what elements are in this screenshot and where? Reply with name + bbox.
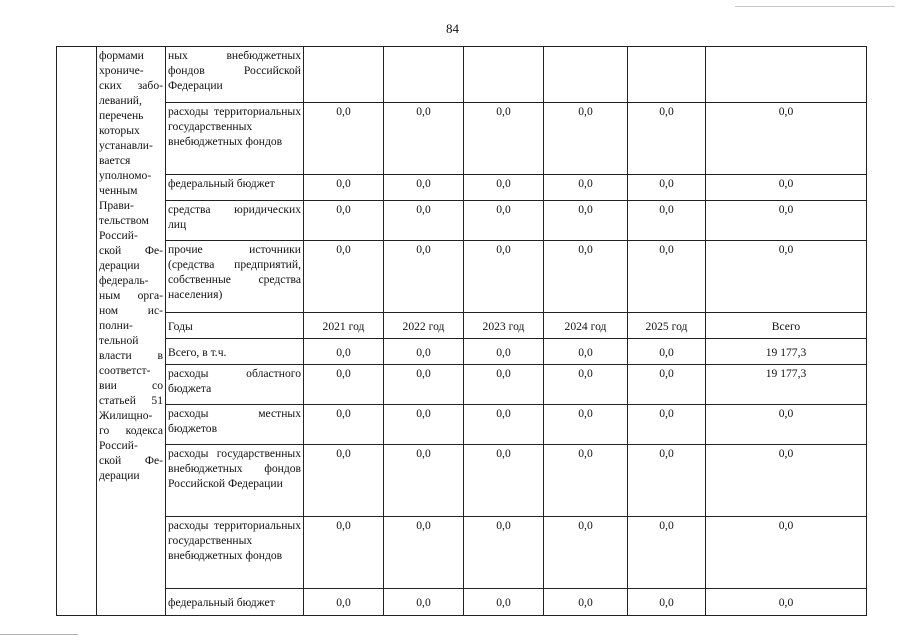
description-line: ской Фе- — [99, 244, 163, 257]
year-value-cell: 0,0 — [628, 589, 706, 616]
table-row — [57, 201, 867, 241]
year-value-cell: 0,0 — [384, 405, 464, 445]
funding-source-cell: расходы территориальных государственных внебюджетных фондов — [166, 517, 304, 589]
description-line: вии со — [99, 379, 163, 392]
description-line: полни- — [99, 319, 133, 332]
year-value-cell: 0,0 — [304, 517, 384, 589]
year-value-cell: 0,0 — [384, 589, 464, 616]
description-line: Россий- — [99, 229, 138, 242]
funding-source-cell: Годы — [166, 313, 304, 339]
description-line: леваний, — [99, 94, 142, 107]
year-value-cell: 0,0 — [384, 241, 464, 313]
description-line: ным орга- — [99, 289, 163, 302]
year-value-cell: 0,0 — [304, 589, 384, 616]
description-line: перечень — [99, 109, 144, 122]
year-value-cell: 0,0 — [304, 405, 384, 445]
year-value-cell: 0,0 — [464, 365, 544, 405]
funding-source-cell: прочие источники (средства предприятий, собственные средства населения) — [166, 241, 304, 313]
year-value-cell: 0,0 — [464, 175, 544, 201]
description-line: которых — [99, 124, 140, 137]
year-value-cell: 0,0 — [464, 517, 544, 589]
funding-source-cell: Всего, в т.ч. — [166, 339, 304, 365]
total-value-cell: 0,0 — [706, 201, 867, 241]
funding-source-cell: расходы территориальных государственных внебюджетных фондов — [166, 103, 304, 175]
table-row — [57, 405, 867, 445]
year-value-cell: 0,0 — [384, 445, 464, 517]
year-value-cell: 0,0 — [464, 339, 544, 365]
total-value-cell: 0,0 — [706, 241, 867, 313]
year-value-cell: 0,0 — [544, 589, 628, 616]
funding-source-cell: федеральный бюджет — [166, 175, 304, 201]
total-value-cell: 0,0 — [706, 103, 867, 175]
description-line: дерации — [99, 259, 140, 272]
year-value-cell: 0,0 — [464, 589, 544, 616]
description-line: тельной — [99, 334, 139, 347]
year-value-cell: 0,0 — [628, 103, 706, 175]
year-value-cell: 0,0 — [628, 339, 706, 365]
description-line: Жилищно- — [99, 409, 153, 422]
year-value-cell: 0,0 — [384, 517, 464, 589]
total-value-cell: 0,0 — [706, 405, 867, 445]
year-value-cell: 0,0 — [544, 365, 628, 405]
description-line: вается — [99, 154, 131, 167]
total-value-cell: 19 177,3 — [706, 339, 867, 365]
description-line: соответст- — [99, 364, 151, 377]
table-row — [57, 339, 867, 365]
year-value-cell: 0,0 — [544, 517, 628, 589]
description-line: власти в — [99, 349, 163, 362]
description-line: дерации — [99, 469, 140, 482]
year-value-cell: 0,0 — [384, 365, 464, 405]
year-value-cell: 0,0 — [304, 241, 384, 313]
funding-source-cell: расходы местных бюджетов — [166, 405, 304, 445]
description-line: устанавли- — [99, 139, 153, 152]
total-value-cell: 0,0 — [706, 517, 867, 589]
funding-source-cell: ных внебюджетных фондов Российской Федерации — [166, 47, 304, 103]
year-value-cell: 0,0 — [304, 103, 384, 175]
year-value-cell — [464, 47, 544, 103]
year-value-cell: 0,0 — [544, 175, 628, 201]
table-row — [57, 103, 867, 175]
description-line: уполномо- — [99, 169, 152, 182]
year-value-cell: 0,0 — [628, 405, 706, 445]
year-value-cell: 0,0 — [304, 445, 384, 517]
total-value-cell — [706, 47, 867, 103]
year-value-cell — [304, 47, 384, 103]
description-line: статьей 51 — [99, 394, 163, 407]
year-value-cell: 0,0 — [628, 445, 706, 517]
year-value-cell: 0,0 — [304, 175, 384, 201]
funding-source-cell: расходы государственных внебюджетных фондов Российской Федерации — [166, 445, 304, 517]
year-value-cell — [628, 47, 706, 103]
year-value-cell: 0,0 — [544, 103, 628, 175]
funding-source-cell: средства юридических лиц — [166, 201, 304, 241]
scan-bottom-rule — [0, 634, 78, 635]
table-row — [57, 47, 867, 103]
year-value-cell: 0,0 — [384, 103, 464, 175]
description-line: федераль- — [99, 274, 149, 287]
description-line: ской Фе- — [99, 454, 163, 467]
scan-top-rule — [735, 6, 895, 7]
total-value-cell: 0,0 — [706, 445, 867, 517]
table-row — [57, 241, 867, 313]
description-line: ских забо- — [99, 79, 163, 92]
year-value-cell: 0,0 — [304, 201, 384, 241]
description-line: формами — [99, 49, 144, 62]
year-value-cell — [544, 47, 628, 103]
year-value-cell: 0,0 — [304, 339, 384, 365]
table-row — [57, 445, 867, 517]
year-value-cell: 2025 год — [628, 313, 706, 339]
year-value-cell: 0,0 — [628, 175, 706, 201]
description-line: тельством — [99, 214, 149, 227]
description-line: хрониче- — [99, 64, 144, 77]
total-value-cell: 19 177,3 — [706, 365, 867, 405]
total-value-cell: 0,0 — [706, 175, 867, 201]
year-value-cell: 0,0 — [544, 241, 628, 313]
year-value-cell: 0,0 — [544, 339, 628, 365]
year-value-cell: 2022 год — [384, 313, 464, 339]
year-value-cell: 0,0 — [544, 405, 628, 445]
table-row — [57, 589, 867, 616]
table-row — [57, 313, 867, 339]
year-value-cell: 0,0 — [464, 201, 544, 241]
budget-table — [56, 46, 867, 616]
description-line: Россий- — [99, 439, 138, 452]
table-row — [57, 517, 867, 589]
year-value-cell: 0,0 — [628, 241, 706, 313]
year-value-cell: 2024 год — [544, 313, 628, 339]
description-line: ном ис- — [99, 304, 163, 317]
total-value-cell: Всего — [706, 313, 867, 339]
year-value-cell — [384, 47, 464, 103]
table-row — [57, 365, 867, 405]
year-value-cell: 0,0 — [384, 175, 464, 201]
year-value-cell: 0,0 — [628, 517, 706, 589]
description-line: ченным — [99, 184, 138, 197]
year-value-cell: 0,0 — [464, 445, 544, 517]
table-row — [57, 175, 867, 201]
year-value-cell: 0,0 — [464, 103, 544, 175]
description-line: Прави- — [99, 199, 134, 212]
number-cell — [57, 47, 97, 616]
description-line: го кодекса — [99, 424, 163, 437]
year-value-cell: 0,0 — [628, 201, 706, 241]
page-number: 84 — [446, 21, 459, 36]
funding-source-cell: федеральный бюджет — [166, 589, 304, 616]
year-value-cell: 2021 год — [304, 313, 384, 339]
year-value-cell: 0,0 — [384, 201, 464, 241]
year-value-cell: 0,0 — [464, 405, 544, 445]
year-value-cell: 0,0 — [628, 365, 706, 405]
year-value-cell: 0,0 — [544, 201, 628, 241]
year-value-cell: 0,0 — [464, 241, 544, 313]
year-value-cell: 0,0 — [304, 365, 384, 405]
year-value-cell: 0,0 — [384, 339, 464, 365]
year-value-cell: 0,0 — [544, 445, 628, 517]
year-value-cell: 2023 год — [464, 313, 544, 339]
total-value-cell: 0,0 — [706, 589, 867, 616]
funding-source-cell: расходы областного бюджета — [166, 365, 304, 405]
description-cell — [97, 47, 166, 616]
